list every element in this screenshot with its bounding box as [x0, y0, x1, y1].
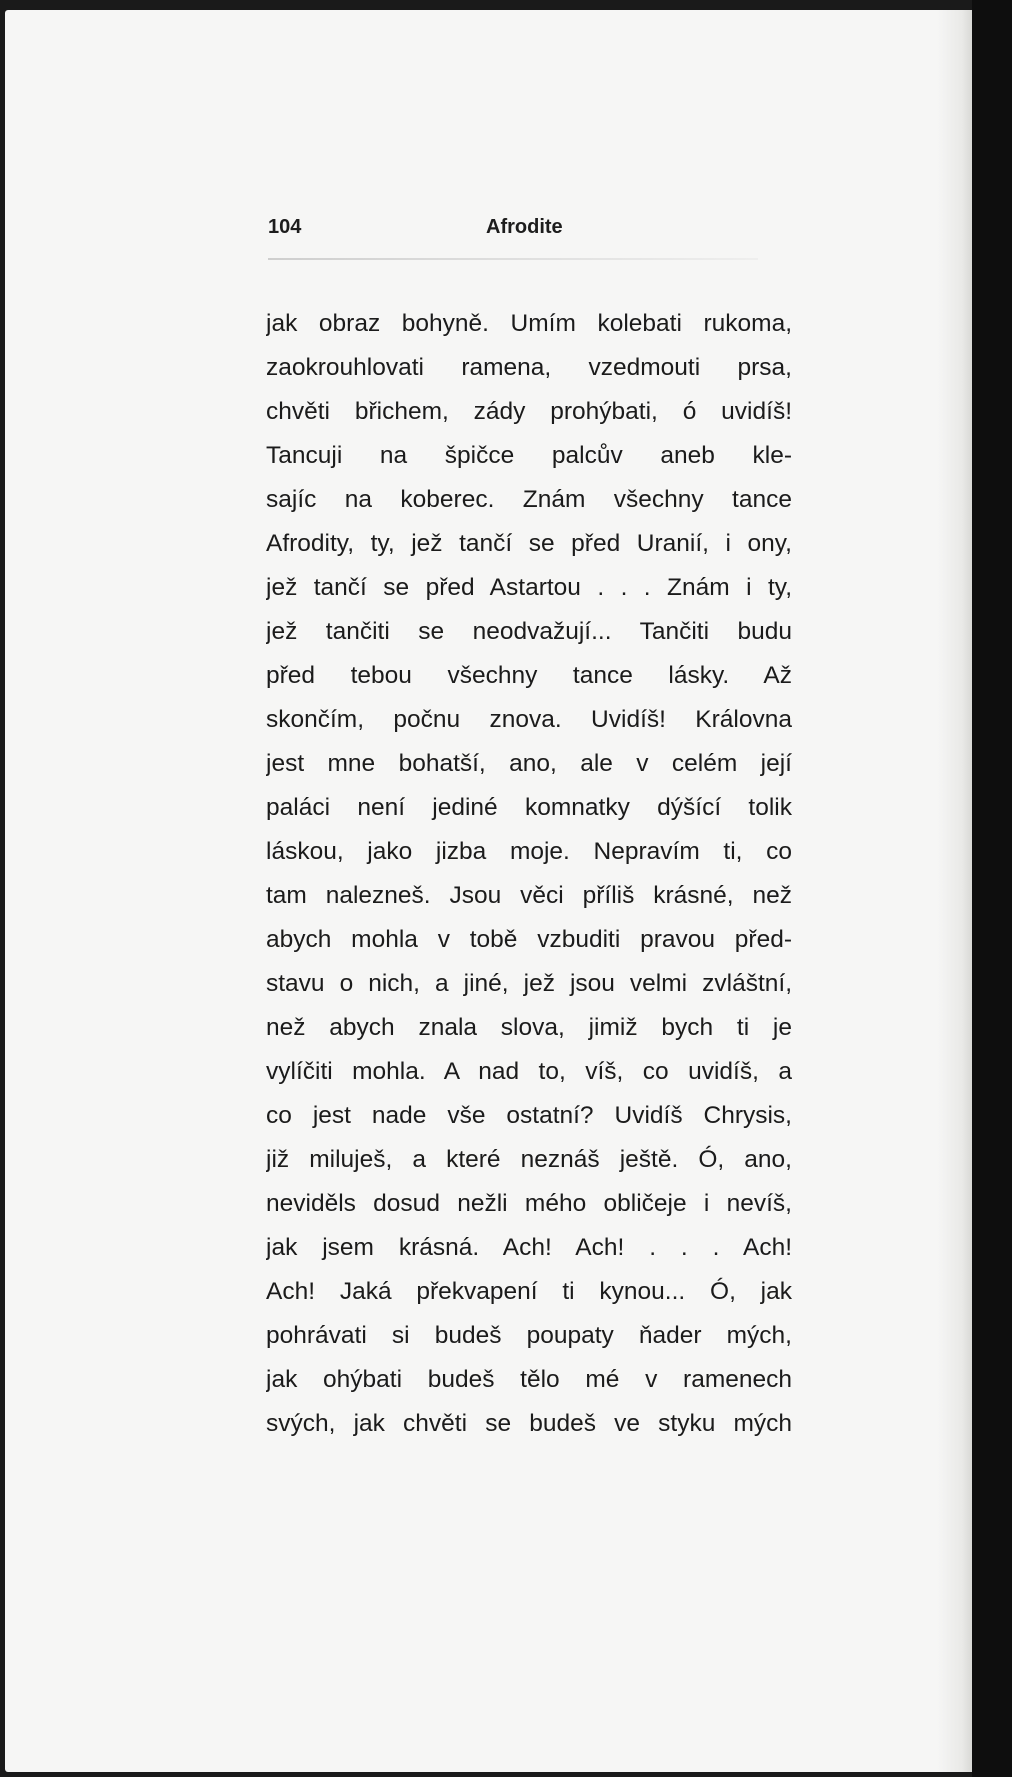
- text-line: Tancuji na špičce palcův aneb kle-: [266, 442, 792, 469]
- text-line: jak obraz bohyně. Umím kolebati rukoma,: [266, 310, 792, 337]
- text-line: pohrávati si budeš poupaty ňader mých,: [266, 1322, 792, 1349]
- header-rule: [268, 258, 758, 260]
- page-header: [268, 216, 794, 246]
- text-line: svých, jak chvěti se budeš ve styku mých: [266, 1410, 792, 1437]
- text-line: před tebou všechny tance lásky. Až: [266, 662, 792, 689]
- text-line: jež tančiti se neodvažují... Tančiti budu: [266, 618, 792, 645]
- text-line: zaokrouhlovati ramena, vzedmouti prsa,: [266, 354, 792, 381]
- text-line: Ach! Jaká překvapení ti kynou... Ó, jak: [266, 1278, 792, 1305]
- text-line: neviděls dosud nežli mého obličeje i nevíš,: [266, 1190, 792, 1217]
- text-line: tam nalezneš. Jsou věci příliš krásné, než: [266, 882, 792, 909]
- text-line: stavu o nich, a jiné, jež jsou velmi zvláštní,: [266, 970, 792, 997]
- text-line: paláci není jediné komnatky dýšící tolik: [266, 794, 792, 821]
- running-title: Afrodite: [486, 216, 563, 238]
- text-line: co jest nade vše ostatní? Uvidíš Chrysis,: [266, 1102, 792, 1129]
- text-line: chvěti břichem, zády prohýbati, ó uvidíš!: [266, 398, 792, 425]
- page-edge-shadow: [937, 10, 973, 1772]
- text-line: Afrodity, ty, jež tančí se před Uranií, i ony,: [266, 530, 792, 557]
- text-line: skončím, počnu znova. Uvidíš! Královna: [266, 706, 792, 733]
- text-line: jest mne bohatší, ano, ale v celém její: [266, 750, 792, 777]
- text-line: abych mohla v tobě vzbuditi pravou před-: [266, 926, 792, 953]
- text-line: než abych znala slova, jimiž bych ti je: [266, 1014, 792, 1041]
- text-line: vylíčiti mohla. A nad to, víš, co uvidíš, a: [266, 1058, 792, 1085]
- text-line: jak ohýbati budeš tělo mé v ramenech: [266, 1366, 792, 1393]
- text-line: již miluješ, a které neznáš ještě. Ó, ano,: [266, 1146, 792, 1173]
- text-line: sajíc na koberec. Znám všechny tance: [266, 486, 792, 513]
- book-spine: [972, 0, 1012, 1777]
- body-text: [266, 302, 792, 1446]
- text-line: láskou, jako jizba moje. Nepravím ti, co: [266, 838, 792, 865]
- text-line: jež tančí se před Astartou . . . Znám i ty,: [266, 574, 792, 601]
- text-line: jak jsem krásná. Ach! Ach! . . . Ach!: [266, 1234, 792, 1261]
- page-number: 104: [268, 216, 302, 238]
